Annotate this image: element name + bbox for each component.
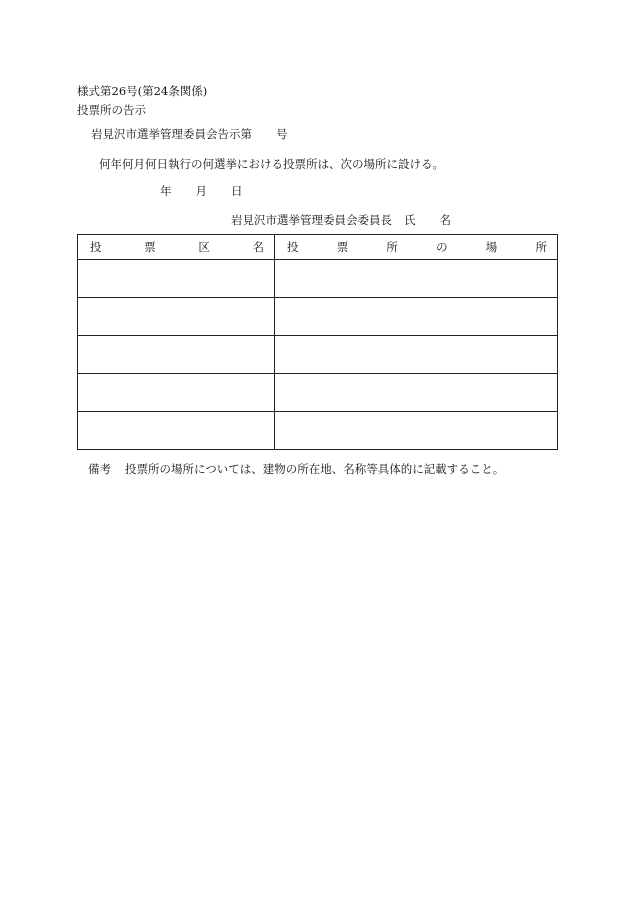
notice-body-text: 何年何月何日執行の何選挙における投票所は、次の場所に設ける。	[99, 157, 444, 171]
notice-number-suffix: 号	[276, 127, 288, 141]
header-char: 所	[535, 239, 547, 254]
date-month: 月	[195, 184, 207, 198]
table-row	[78, 336, 558, 374]
form-number: 様式第26号(第24条関係)	[77, 84, 208, 98]
district-cell	[78, 374, 275, 412]
header-district-name	[78, 235, 275, 260]
header-char: 区	[198, 239, 210, 254]
place-cell	[275, 412, 558, 450]
signer-title: 岩見沢市選挙管理委員会委員長	[231, 213, 392, 227]
place-cell	[275, 374, 558, 412]
date-line	[160, 184, 243, 198]
district-cell	[78, 412, 275, 450]
signer-line	[231, 213, 451, 227]
date-year: 年	[160, 184, 172, 198]
notice-issuer: 岩見沢市選挙管理委員会告示第	[91, 127, 252, 141]
document-title: 投票所の告示	[77, 103, 146, 117]
signer-name-2: 名	[439, 213, 451, 227]
table-header-row	[78, 235, 558, 260]
header-char: 名	[252, 239, 264, 254]
district-cell	[78, 260, 275, 298]
polling-places-table	[77, 234, 558, 450]
notice-number-line	[91, 127, 288, 141]
place-cell	[275, 260, 558, 298]
district-cell	[78, 298, 275, 336]
table-row	[78, 260, 558, 298]
table-row	[78, 412, 558, 450]
header-polling-place	[275, 235, 558, 260]
header-char: 所	[386, 239, 398, 254]
place-cell	[275, 336, 558, 374]
remarks-line	[88, 462, 504, 476]
header-char: 投	[287, 239, 299, 254]
header-char: 場	[485, 239, 498, 254]
date-day: 日	[231, 184, 243, 198]
header-char: 票	[336, 239, 349, 254]
header-char: 票	[144, 239, 156, 254]
header-char: 投	[90, 239, 102, 254]
remarks-text: 投票所の場所については、建物の所在地、名称等具体的に記載すること。	[125, 462, 505, 476]
district-cell	[78, 336, 275, 374]
table-row	[78, 374, 558, 412]
header-char: の	[436, 239, 448, 254]
place-cell	[275, 298, 558, 336]
signer-name-1: 氏	[404, 213, 416, 227]
remarks-label: 備考	[88, 462, 111, 476]
table-row	[78, 298, 558, 336]
